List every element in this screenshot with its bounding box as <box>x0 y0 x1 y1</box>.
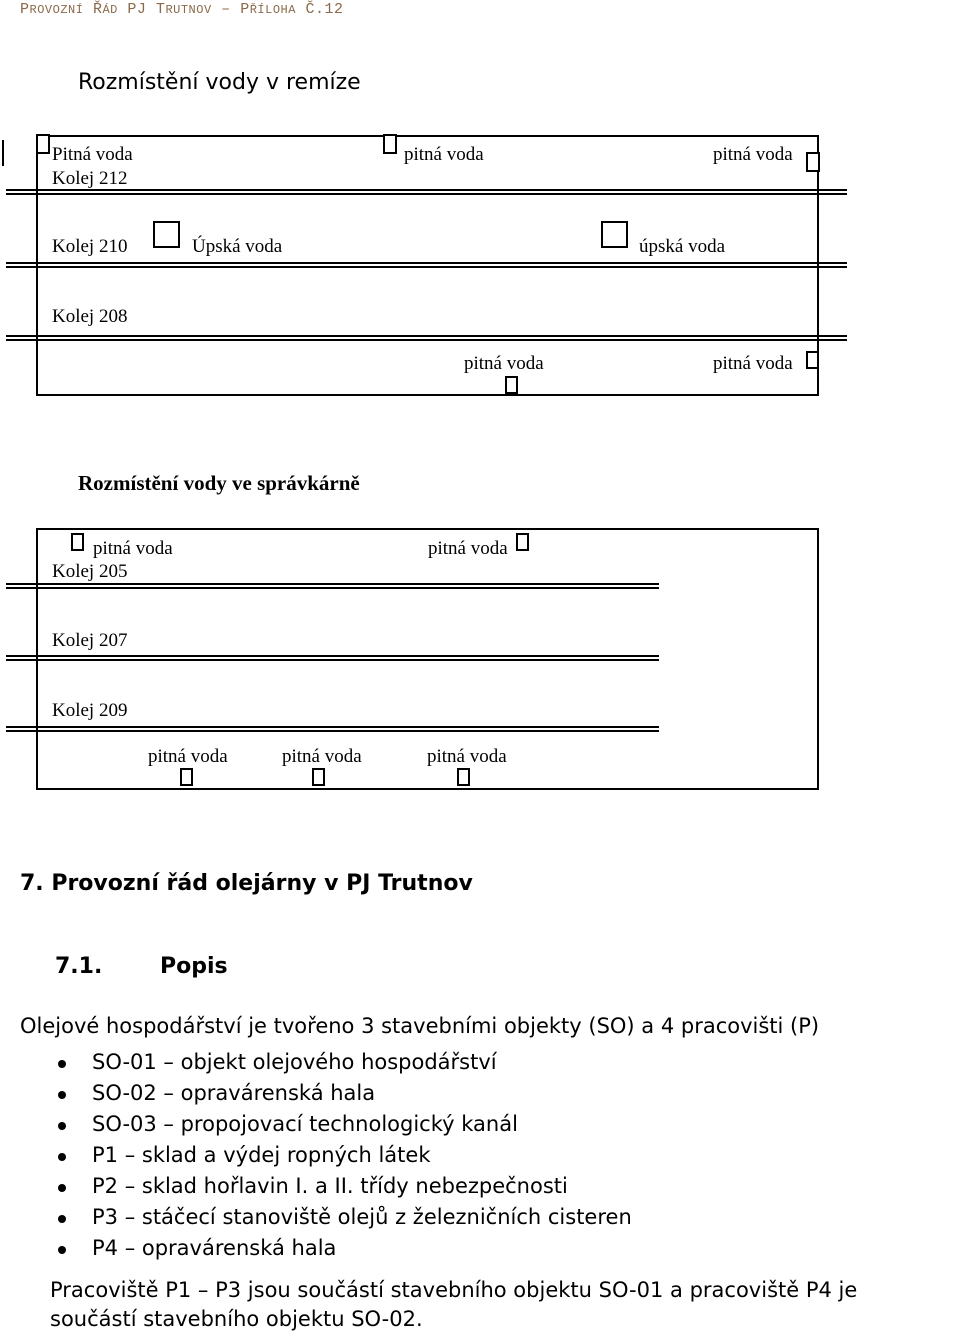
track-line <box>6 583 659 589</box>
remiza-title: Rozmístění vody v remíze <box>78 70 361 95</box>
track-label: Kolej 209 <box>52 700 128 721</box>
bullet-dot <box>58 1184 66 1192</box>
water-label: pitná voda <box>713 144 793 165</box>
water-label: pitná voda <box>148 746 228 767</box>
track-label: Kolej 212 <box>52 168 128 189</box>
track-label: Kolej 208 <box>52 306 128 327</box>
bullet-dot <box>58 1215 66 1223</box>
list-item: P3 – stáčecí stanoviště olejů z železničních cisteren <box>92 1205 632 1229</box>
closing-paragraph-line: součástí stavebního objektu SO-02. <box>50 1307 423 1331</box>
bullet-dot <box>58 1246 66 1254</box>
header-text: – <box>221 1 231 18</box>
header-text: ROVOZNÍ <box>29 3 84 17</box>
list-item: P4 – opravárenská hala <box>92 1236 337 1260</box>
track-label: Kolej 205 <box>52 561 128 582</box>
water-label: pitná voda <box>427 746 507 767</box>
water-tap-icon <box>71 533 84 551</box>
water-tap-icon <box>36 134 50 154</box>
header-text: ÁD <box>102 3 118 17</box>
list-item: SO-02 – opravárenská hala <box>92 1081 376 1105</box>
track-line <box>6 655 659 661</box>
water-label: pitná voda <box>713 353 793 374</box>
bullet-dot <box>58 1153 66 1161</box>
closing-paragraph-line: Pracoviště P1 – P3 jsou součástí stavebního objektu SO-01 a pracoviště P4 je <box>50 1278 858 1302</box>
water-tap-icon <box>516 533 529 551</box>
water-label: pitná voda <box>93 538 173 559</box>
header-text: ŘÍLOHA <box>249 3 296 17</box>
water-tap-icon <box>806 351 819 369</box>
subsection-heading: Popis <box>160 954 228 979</box>
track-line <box>6 262 847 268</box>
intro-paragraph: Olejové hospodářství je tvořeno 3 stavebními objekty (SO) a 4 pracovišti (P) <box>20 1014 820 1038</box>
track-line <box>6 335 847 341</box>
header-text: P <box>240 1 250 18</box>
bullet-dot <box>58 1122 66 1130</box>
list-item: SO-03 – propojovací technologický kanál <box>92 1112 518 1136</box>
header-text: Č.12 <box>305 1 344 18</box>
water-tap-icon <box>383 134 397 154</box>
water-tap-icon <box>806 152 820 172</box>
water-label: pitná voda <box>464 353 544 374</box>
water-tap-icon <box>505 376 518 394</box>
water-tap-icon <box>601 221 628 248</box>
water-tap-icon <box>153 221 180 248</box>
header-text: T <box>155 1 166 18</box>
track-label: Kolej 207 <box>52 630 128 651</box>
list-item: SO-01 – objekt olejového hospodářství <box>92 1050 497 1074</box>
water-label: Úpská voda <box>192 236 283 257</box>
header-text: RUTNOV <box>165 3 212 17</box>
margin-mark <box>2 140 4 166</box>
water-label: Pitná voda <box>52 144 133 165</box>
header-text: P <box>20 1 30 18</box>
page-header <box>20 1 343 18</box>
track-line <box>6 726 659 732</box>
water-label: úpská voda <box>639 236 726 257</box>
spravkarna-title: Rozmístění vody ve správkárně <box>78 471 360 495</box>
water-label: pitná voda <box>282 746 362 767</box>
track-label: Kolej 210 <box>52 236 128 257</box>
water-tap-icon <box>180 768 193 786</box>
list-item: P1 – sklad a výdej ropných látek <box>92 1143 431 1167</box>
subsection-number: 7.1. <box>55 954 103 979</box>
bullet-dot <box>58 1091 66 1099</box>
track-line <box>6 189 847 195</box>
water-tap-icon <box>457 768 470 786</box>
bullet-dot <box>58 1060 66 1068</box>
header-text: Ř <box>92 1 103 18</box>
water-label: pitná voda <box>404 144 484 165</box>
list-item: P2 – sklad hořlavin I. a II. třídy nebezpečnosti <box>92 1174 568 1198</box>
header-text: PJ <box>127 1 147 18</box>
water-tap-icon <box>312 768 325 786</box>
water-label: pitná voda <box>428 538 508 559</box>
section-heading: 7. Provozní řád olejárny v PJ Trutnov <box>20 871 473 896</box>
